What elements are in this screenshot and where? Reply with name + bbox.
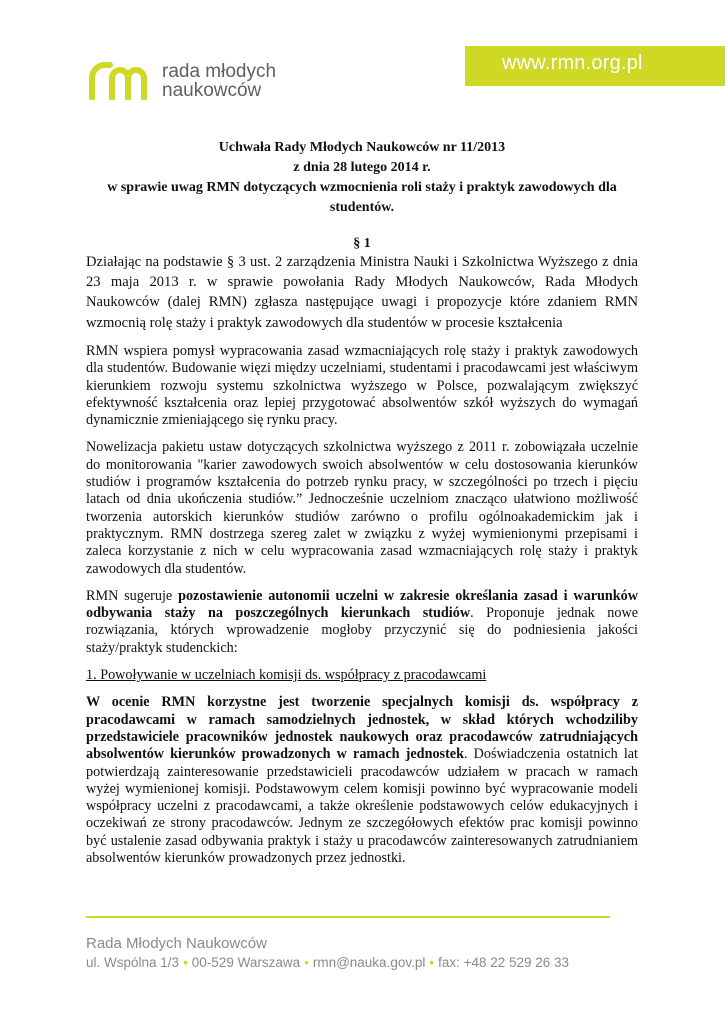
section-number: § 1 [353,236,371,251]
document-title [86,138,638,218]
bullet-separator: • [429,955,435,970]
paragraph-1: RMN wspiera pomysł wypracowania zasad wzmacniających rolę staży i praktyk zawodowych dla studentów. Budowanie więzi między uczelniami, studentami i pracodawcami jest właściwym kierunkiem rozwoju systemu szkolnictwa wyższego w Polsce, pozwalającym zwiększyć efektywność kształcenia oraz lepiej przygotować absolwentów szkół wyższych do wymagań dynamicznie zmieniającego się rynku pracy. [86,343,638,429]
footer-divider [86,916,610,918]
subheading: 1. Powoływanie w uczelniach komisji ds. współpracy z pracodawcami [86,667,487,684]
paragraph-3-bold: pozostawienie autonomii uczelni w zakresie określania zasad i warunków odbywania staży na poszczególnych kierunkach studiów [86,587,638,622]
bullet-separator: • [183,955,188,970]
paragraph-3-pre: RMN sugeruje [86,587,179,604]
footer-fax: fax: +48 22 529 26 33 [438,955,570,970]
footer-email[interactable]: rmn@nauka.gov.pl [312,955,426,970]
title-line-3: w sprawie uwag RMN dotyczących wzmocnienia roli staży i praktyk zawodowych dla studentów. [107,180,617,215]
paragraph-2: Nowelizacja pakietu ustaw dotyczących szkolnictwa wyższego z 2011 r. zobowiązała uczelnie do monitorowania "karier zawodowych swoich absolwentów w celu dostosowania kierunków studiów i programów kształcenia do potrzeb rynku pracy, w szczególności po trzech i pięciu latach od dnia ukończenia studiów.” Jednocześnie uczelniom znacząco ułatwiono możliwość tworzenia autorskich kierunków studiów zarówno o profilu ogólnoakademickim jak i praktycznym. RMN dostrzega szereg zalet w związku z wyżej wymienionymi przepisami i zaleca korzystanie z nich w celu wypracowania zasad wzmacniających rolę staży i praktyk zawodowych dla studentów. [86,439,638,577]
footer-city: 00-529 Warszawa [191,955,301,970]
logo-line-2: naukowców [162,80,262,101]
paragraph-4 [86,694,638,867]
logo-text [162,62,276,100]
title-line-1: Uchwała Rady Młodych Naukowców nr 11/2013 [218,140,506,155]
intro-paragraph: Działając na podstawie § 3 ust. 2 zarządzenia Ministra Nauki i Szkolnictwa Wyższego z dnia 23 maja 2013 r. w sprawie powołania Rady Młodych Naukowców, Rada Młodych Naukowców (dalej RMN) zgłasza następujące uwagi i propozycje które zdaniem RMN wzmocnią rolę staży i praktyk zawodowych dla studentów w procesie kształcenia [86,254,638,331]
footer-street: ul. Wspólna 1/3 [86,955,180,970]
website-url[interactable]: www.rmn.org.pl [502,52,643,74]
title-line-2: z dnia 28 lutego 2014 r. [293,160,431,175]
paragraph-4-bold: W ocenie RMN korzystne jest tworzenie specjalnych komisji ds. współpracy z pracodawcami w ramach samodzielnych jednostek, w skład których wchodziliby przedstawiciele pracowników jednostek naukowych oraz pracodawców zatrudniających absolwentów kierunków prowadzonych w ramach jednostek [86,694,638,763]
rmn-logo-icon [86,58,156,100]
paragraph-4-post: . Doświadczenia ostatnich lat potwierdzają zainteresowanie przedstawicieli pracodawców udziałem w pracach w ramach wyżej wymienionej komisji. Podstawowym celem komisji powinno być wypracowanie modeli współpracy uczelni z pracodawcami, a także określenie podstawowych celów edukacyjnych i oczekiwań ze strony pracodawców. Jednym ze szczegółowych efektów prac komisji powinno być ustalenie zasad odbywania praktyk i staży u pracodawców zainteresowanych zatrudnianiem absolwentów kierunków prowadzonych przez jednostki. [86,746,638,867]
paragraph-3 [86,588,638,657]
logo-line-1: rada młodych [162,61,277,82]
document-body [86,343,638,877]
footer-address [86,955,569,970]
paragraph-3-post: . Proponuje jednak nowe rozwiązania, których wprowadzenie mogłoby przyczynić się do podniesienia jakości staży/praktyk studenckich: [86,605,638,656]
bullet-separator: • [304,955,309,970]
footer-organization: Rada Młodych Naukowców [86,935,267,952]
